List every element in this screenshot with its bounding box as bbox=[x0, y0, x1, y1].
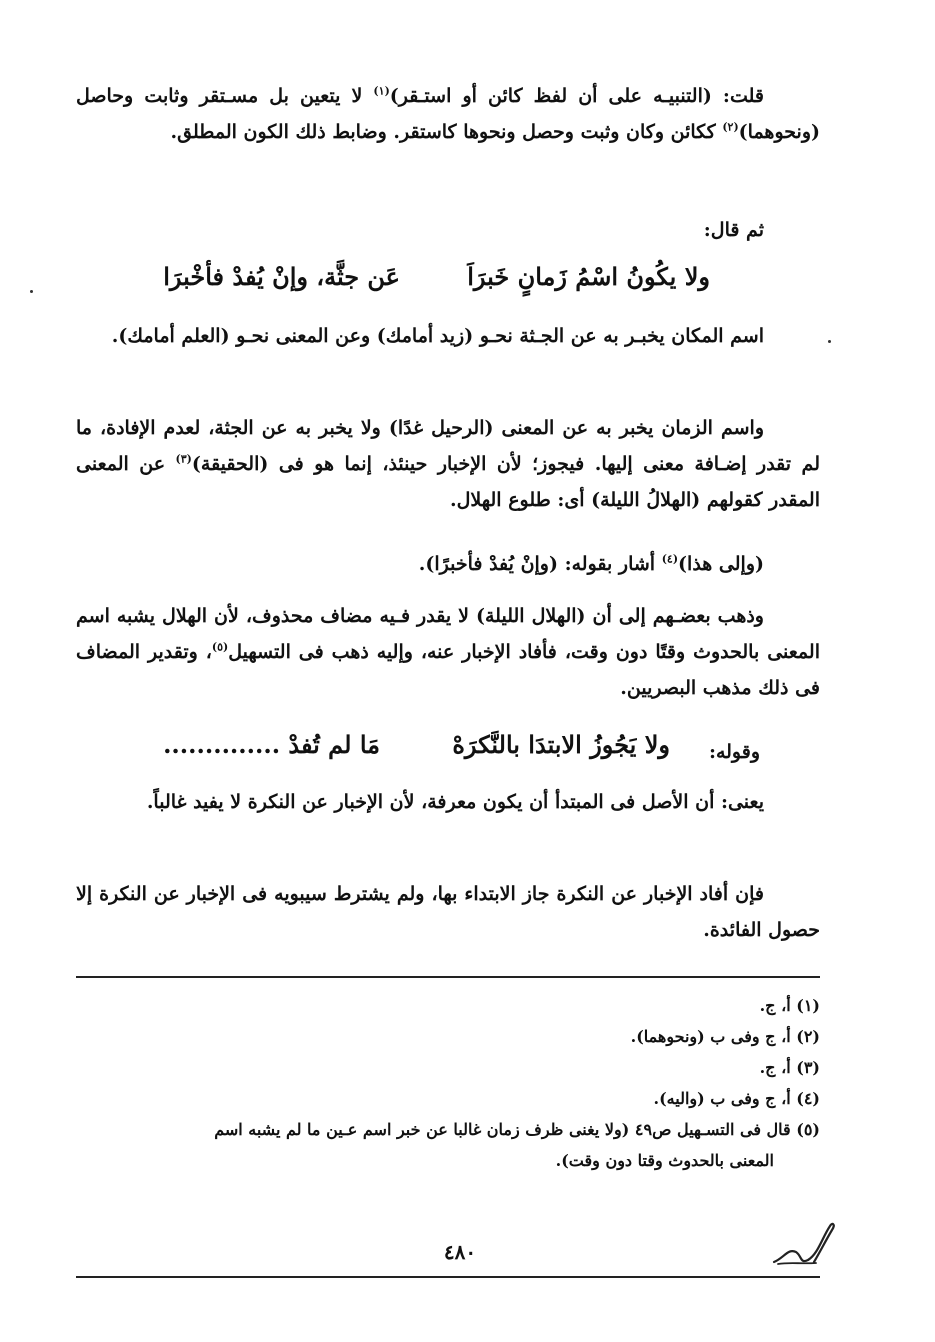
para1-text-c: وحاصل (ونحوهما) bbox=[76, 85, 820, 143]
verse-1 bbox=[150, 262, 710, 302]
footnote-4: (٤) أ، ج وفى ب (واليه). bbox=[653, 1089, 820, 1108]
footnote-5: (٥) قال فى التسـهيل ص٤٩ (ولا يغنى ظرف زمان غالبا عن خبر اسم عـين ما لم يشبه اسم bbox=[214, 1120, 820, 1139]
footnote-ref-2[interactable]: (٢) bbox=[722, 120, 739, 134]
para3-text-b: عن المعنى المقدر كقولهم (الهلالُ الليلة) أى: طلوع الهلال. bbox=[76, 453, 820, 511]
verse-1-hemistich-2: عَن جثَّة، وإنْ يُفدْ فأخْبرَا bbox=[163, 262, 400, 291]
para2-text: اسم المكان يخبـر به عن الجـثة نحـو (زيد أمامك) وعن المعنى نحـو (العلم أمامك). bbox=[111, 325, 764, 347]
then-said-line bbox=[76, 212, 820, 248]
footnote-ref-5[interactable]: (٥) bbox=[211, 640, 229, 654]
paragraph-6 bbox=[76, 784, 820, 820]
footnote-ref-3[interactable]: (٣) bbox=[175, 452, 192, 466]
para1-text-b: لا يتعين بل مسـتقر وثابت bbox=[144, 85, 374, 107]
verse-1-hemistich-1: ولا يكُونُ اسْمُ زَمانٍ خَبرَاَ bbox=[467, 262, 710, 291]
paragraph-4 bbox=[76, 546, 820, 582]
then-said: ثم قال: bbox=[703, 219, 764, 241]
paragraph-5 bbox=[76, 598, 820, 706]
para6-text: يعنى: أن الأصل فى المبتدأ أن يكون معرفة، لأن الإخبار عن النكرة لا يفيد غالباً. bbox=[146, 791, 764, 813]
verse-2-hemistich-2: مَا لم تُفدْ .............. bbox=[163, 730, 380, 759]
para5-text-b: ، وتقدير المضاف فى ذلك مذهب البصريين. bbox=[76, 641, 820, 699]
footnote-2: (٢) أ، ج وفى ب (ونحوهما). bbox=[630, 1027, 820, 1046]
footnote-ref-4[interactable]: (٤) bbox=[661, 552, 679, 566]
scan-speck bbox=[828, 340, 831, 343]
bottom-rule bbox=[76, 1276, 820, 1278]
verse-2 bbox=[150, 730, 670, 770]
para1-text-a: قلت: (التنبيـه على أن لفظ كائن أو استـقر) bbox=[389, 85, 764, 107]
paragraph-2 bbox=[76, 318, 820, 354]
footnotes bbox=[76, 990, 820, 1176]
paragraph-1 bbox=[76, 78, 820, 150]
para5-text-a: وذهب بعضـهم إلى أن (الهلال الليلة) لا يقدر فـيه مضاف محذوف، لأن الهلال يشبه اسم المعنى بالحدوث وقتًا دون وقت، فأفاد الإخبار عنه، وإليه ذهب فى التسهيل bbox=[76, 605, 820, 663]
verse-2-hemistich-1: ولا يَجُوزُ الابتدَا بالنَّكرَهْ bbox=[452, 730, 670, 759]
verse-2-lead: وقوله: bbox=[708, 741, 760, 763]
paragraph-3 bbox=[76, 410, 820, 518]
footnote-ref-1[interactable]: (١) bbox=[373, 84, 390, 98]
para4-text-b: أشار بقوله: (وإنْ يُفدْ فأخبرًا). bbox=[418, 553, 662, 575]
scan-speck bbox=[30, 290, 33, 293]
para4-text-a: (وإلى هذا) bbox=[678, 553, 764, 575]
para3-text-a: واسم الزمان يخبر به عن المعنى (الرحيل غدًا) ولا يخبر به عن الجثة، لعدم الإفادة، ما لم تقدر إضـافة معنى إليها. فيجوز؛ لأن الإخبار حينئذ، إنما هو فى (الحقيقة) bbox=[76, 417, 820, 475]
para7-text: فإن أفاد الإخبار عن النكرة جاز الابتداء بها، ولم يشترط سيبويه فى الإخبار عن النكرة إلا حصول الفائدة. bbox=[76, 883, 820, 941]
footnote-3: (٣) أ، ج. bbox=[759, 1058, 820, 1077]
paragraph-7 bbox=[76, 876, 820, 948]
footnote-1: (١) أ، ج. bbox=[759, 996, 820, 1015]
para1-text-d: ككائن وكان وثبت وحصل ونحوها كاستقر. وضابط ذلك الكون المطلق. bbox=[170, 121, 723, 143]
footnote-separator bbox=[76, 976, 820, 978]
handwritten-signature-icon bbox=[770, 1218, 840, 1268]
page-number: ٤٨٠ bbox=[443, 1240, 477, 1264]
footnote-5-continued: المعنى بالحدوث وقتا دون وقت). bbox=[555, 1151, 774, 1170]
